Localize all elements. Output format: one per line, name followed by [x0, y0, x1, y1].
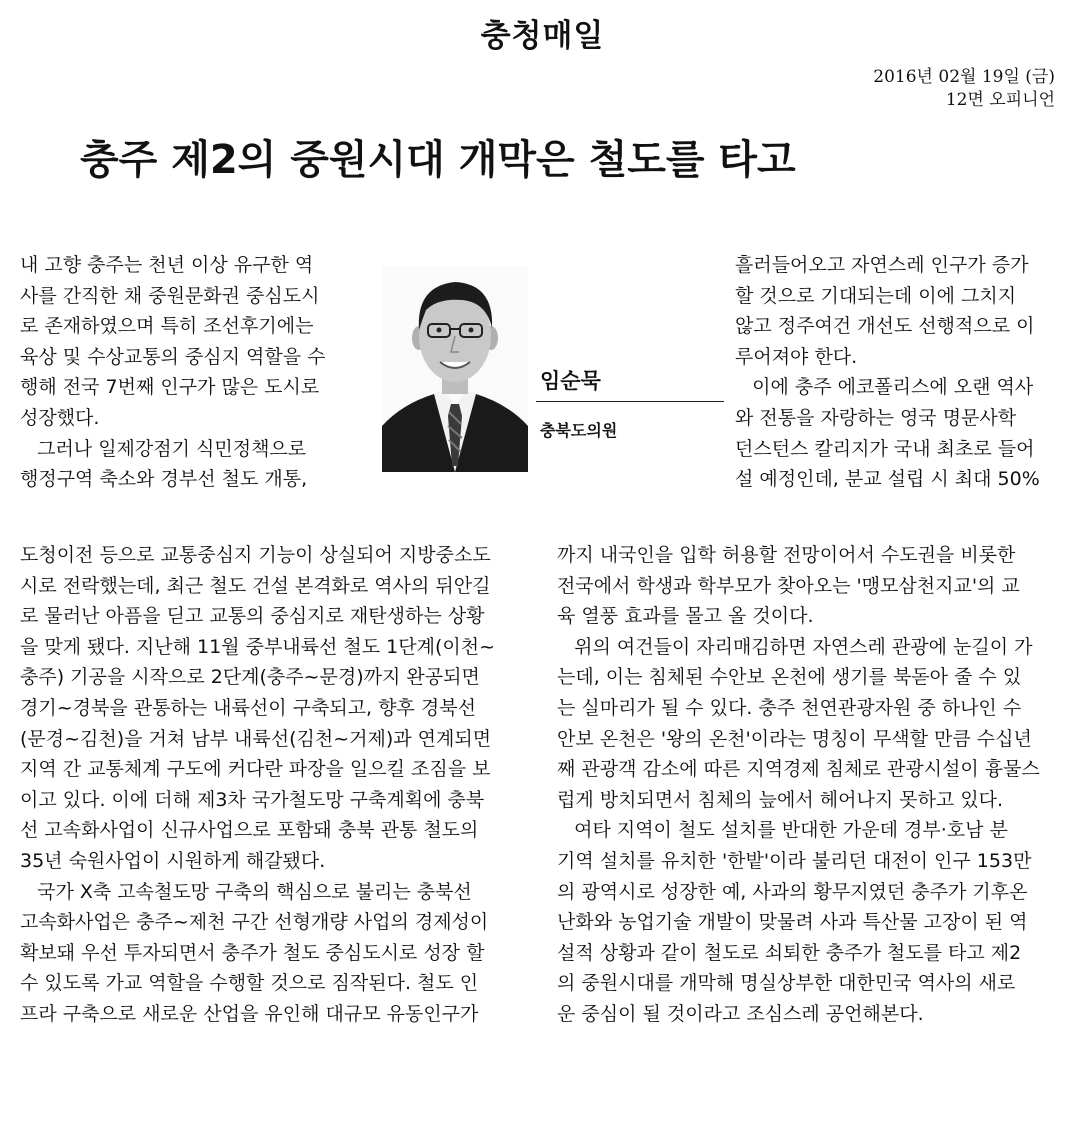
article-headline: 충주 제2의 중원시대 개막은 철도를 타고 — [80, 137, 796, 183]
article-line: 행정구역 축소와 경부선 철도 개통, — [20, 468, 308, 491]
publication-meta — [873, 66, 1055, 112]
article-line: 도청이전 등으로 교통중심지 기능이 상실되어 지방중소도 — [20, 544, 491, 566]
article-line: 경기~경북을 관통하는 내륙선이 구축되고, 향후 경북선 — [20, 696, 476, 719]
article-line: 째 관광객 감소에 따른 지역경제 침체로 관광시설이 흉물스 — [557, 758, 1040, 781]
article-line: 국가 X축 고속철도망 구축의 핵심으로 불리는 충북선 — [37, 880, 472, 903]
article-line: 로 존재하였으며 특히 조선후기에는 — [20, 315, 314, 338]
article-line: 설 예정인데, 분교 설립 시 최대 50% — [735, 468, 1040, 491]
article-line: 기역 설치를 유치한 '한밭'이라 불리던 대전이 인구 153만 — [557, 849, 1032, 872]
article-line: 성장했다. — [20, 406, 100, 429]
author-title: 충북도의원 — [540, 421, 618, 440]
article-line: 않고 정주여건 개선도 선행적으로 이 — [735, 315, 1035, 338]
article-line: 는데, 이는 침체된 수안보 온천에 생기를 북돋아 줄 수 있 — [557, 666, 1022, 689]
article-line: 위의 여건들이 자리매김하면 자연스레 관광에 눈길이 가 — [574, 635, 1033, 658]
article-line: 그러나 일제강점기 식민정책으로 — [37, 437, 307, 460]
article-line: 흘러들어오고 자연스레 인구가 증가 — [735, 254, 1029, 276]
article-line: 루어져야 한다. — [735, 345, 858, 368]
article-line: 35년 숙원사업이 시원하게 해갈됐다. — [20, 849, 326, 872]
byline-divider — [536, 401, 724, 402]
section-label: 12면 오피니언 — [945, 90, 1055, 110]
article-line: 럽게 방치되면서 침체의 늪에서 헤어나지 못하고 있다. — [557, 788, 1004, 811]
publication-date: 2016년 02월 19일 (금) — [873, 67, 1055, 87]
author-photo — [382, 266, 528, 472]
article-line: 수 있도록 가교 역할을 수행할 것으로 짐작된다. 철도 인 — [20, 972, 479, 995]
article-line: 확보돼 우선 투자되면서 충주가 철도 중심도시로 성장 할 — [20, 941, 485, 964]
article-line: 을 맞게 됐다. 지난해 11월 중부내륙선 철도 1단계(이천~ — [20, 635, 495, 658]
article-line: 프라 구축으로 새로운 산업을 유인해 대규모 유동인구가 — [20, 1002, 479, 1025]
article-line: 와 전통을 자랑하는 영국 명문사학 — [735, 406, 1017, 429]
article-line: 육 열풍 효과를 몰고 올 것이다. — [557, 605, 814, 628]
article-line: 던스턴스 칼리지가 국내 최초로 들어 — [735, 437, 1035, 460]
article-line: 난화와 농업기술 개발이 맞물려 사과 특산물 고장이 된 역 — [557, 911, 1028, 934]
article-column-right-top — [735, 250, 1065, 495]
article-line: 의 광역시로 성장한 예, 사과의 황무지였던 충주가 기후온 — [557, 880, 1028, 903]
article-line: 내 고향 충주는 천년 이상 유구한 역 — [20, 254, 314, 276]
article-line: 는 실마리가 될 수 있다. 충주 천연관광자원 중 하나인 수 — [557, 696, 1022, 719]
article-line: 충주) 기공을 시작으로 2단계(충주~문경)까지 완공되면 — [20, 666, 480, 689]
author-name: 임순묵 — [540, 369, 601, 393]
article-line: 설적 상황과 같이 철도로 쇠퇴한 충주가 철도를 타고 제2 — [557, 941, 1022, 964]
author-portrait-image — [382, 266, 528, 472]
article-line: 선 고속화사업이 신규사업으로 포함돼 충북 관통 철도의 — [20, 819, 479, 842]
newspaper-masthead: 충청매일 — [480, 18, 605, 54]
article-line: 이에 충주 에코폴리스에 오랜 역사 — [752, 376, 1034, 399]
article-column-right — [557, 540, 1067, 1030]
article-line: 여타 지역이 철도 설치를 반대한 가운데 경부·호남 분 — [574, 819, 1008, 842]
article-line: 운 중심이 될 것이라고 조심스레 공언해본다. — [557, 1002, 924, 1025]
article-line: 안보 온천은 '왕의 온천'이라는 명칭이 무색할 만큼 수십년 — [557, 727, 1032, 750]
article-line: 할 것으로 기대되는데 이에 그치지 — [735, 284, 1017, 307]
article-line: 행해 전국 7번째 인구가 많은 도시로 — [20, 376, 320, 399]
article-column-left-top — [20, 250, 350, 495]
article-line: 까지 내국인을 입학 허용할 전망이어서 수도권을 비롯한 — [557, 544, 1016, 566]
article-line: 사를 간직한 채 중원문화권 중심도시 — [20, 284, 320, 307]
article-line: 고속화사업은 충주~제천 구간 선형개량 사업의 경제성이 — [20, 911, 489, 934]
article-line: 의 중원시대를 개막해 명실상부한 대한민국 역사의 새로 — [557, 972, 1016, 995]
article-line: 지역 간 교통체계 구도에 커다란 파장을 일으킬 조짐을 보 — [20, 758, 491, 781]
article-line: (문경~김천)을 거쳐 남부 내륙선(김천~거제)과 연계되면 — [20, 727, 492, 750]
article-column-left — [20, 540, 530, 1030]
article-line: 시로 전락했는데, 최근 철도 건설 본격화로 역사의 뒤안길 — [20, 574, 491, 597]
article-line: 전국에서 학생과 학부모가 찾아오는 '맹모삼천지교'의 교 — [557, 574, 1020, 597]
article-line: 이고 있다. 이에 더해 제3차 국가철도망 구축계획에 충북 — [20, 788, 485, 811]
article-line: 육상 및 수상교통의 중심지 역할을 수 — [20, 345, 326, 368]
article-line: 로 물러난 아픔을 딛고 교통의 중심지로 재탄생하는 상황 — [20, 605, 485, 628]
